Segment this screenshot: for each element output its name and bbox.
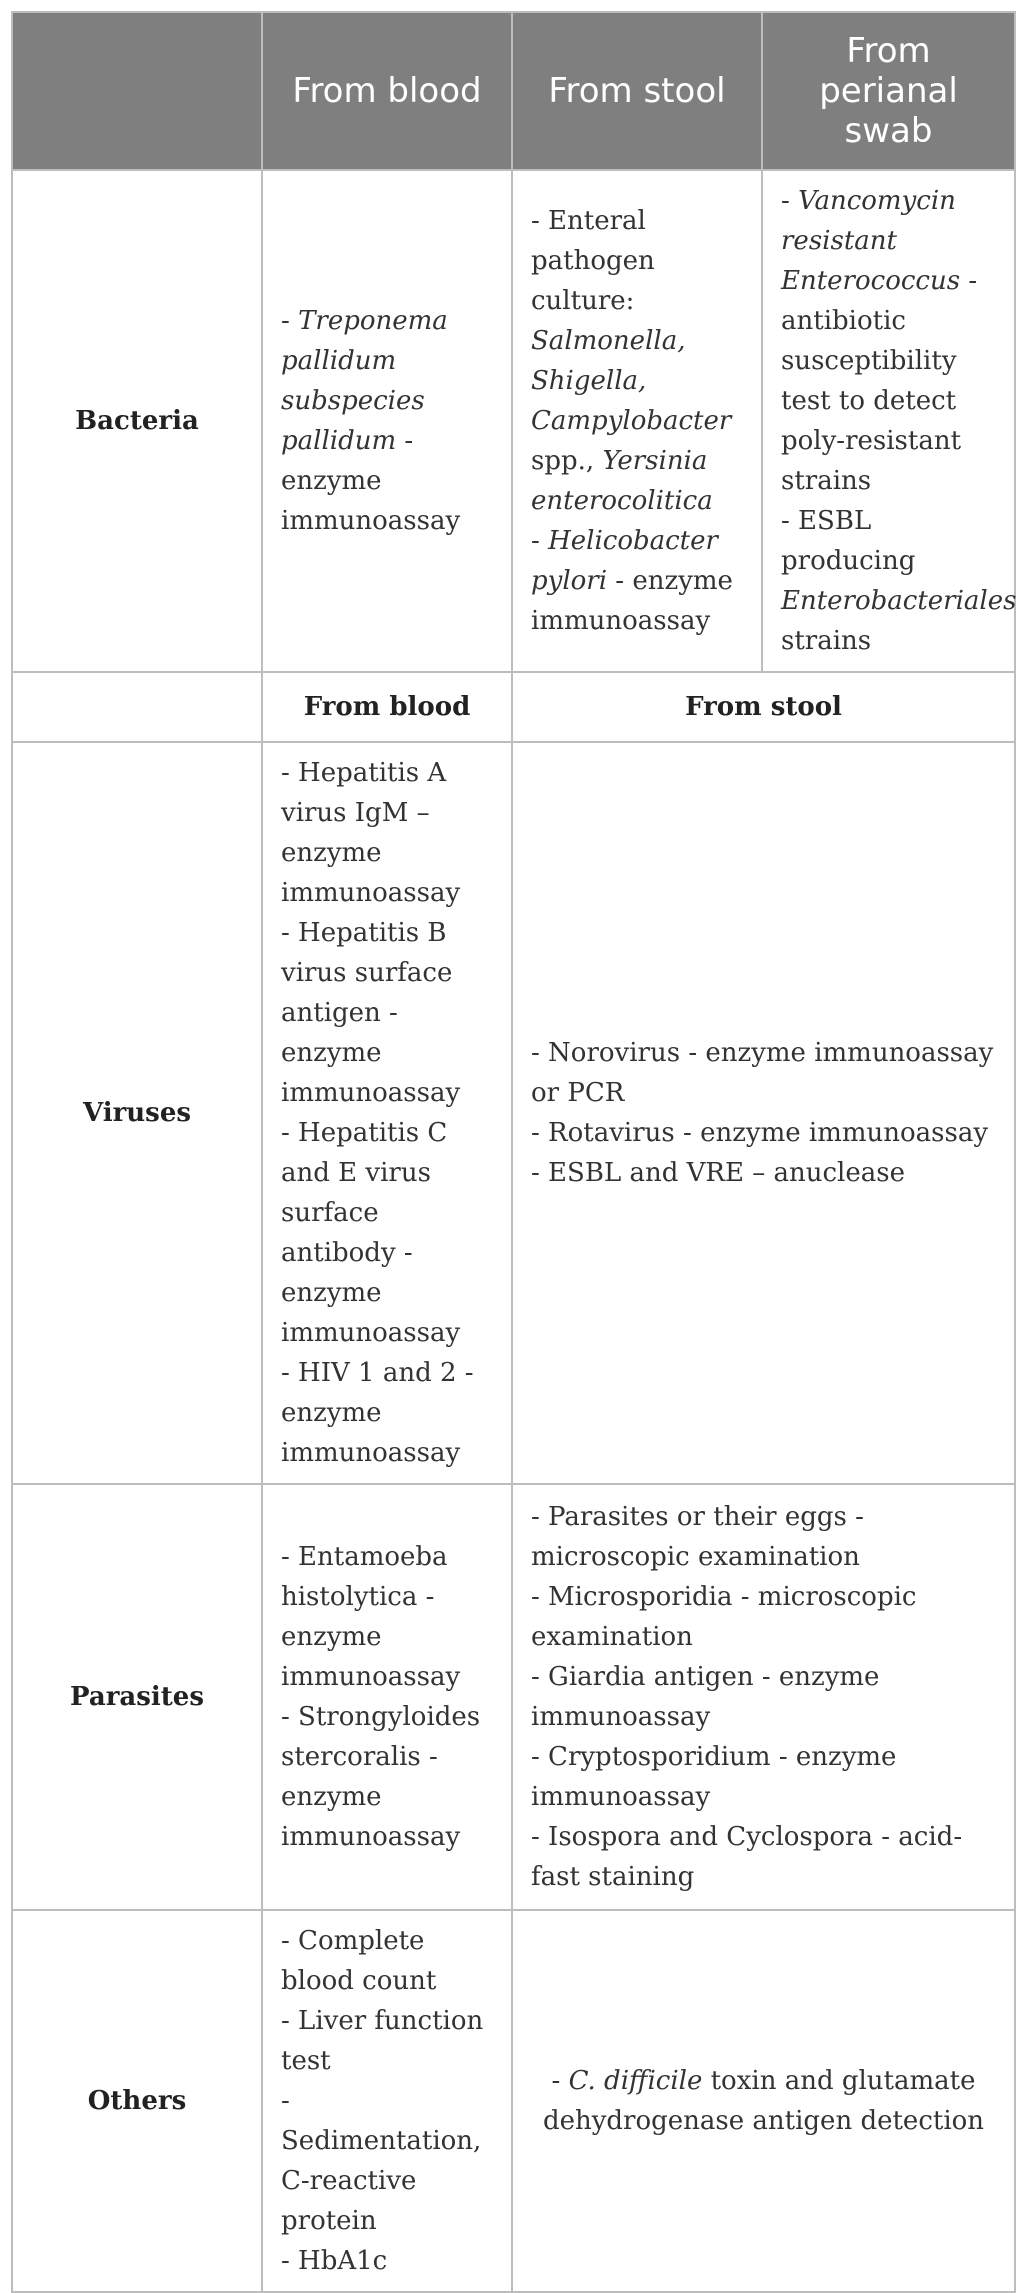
text-fragment: -	[781, 186, 799, 216]
parasites-blood-cell	[262, 1484, 512, 1910]
text-fragment: - Enteral pathogen culture:	[531, 206, 655, 316]
bacteria-swab-cell	[762, 170, 1015, 672]
italic-text: Treponema pallidum subspecies pallidum	[281, 306, 448, 456]
others-stool-cell	[512, 1910, 1015, 2292]
cell-line: - Complete blood count	[281, 1926, 437, 1996]
text-fragment: strains	[781, 626, 872, 656]
text-fragment: -	[281, 306, 299, 336]
cell-line: - HbA1c	[281, 2246, 388, 2276]
others-blood-cell	[262, 1910, 512, 2292]
cell-line: - Liver function test	[281, 2006, 484, 2076]
table-row-viruses	[12, 742, 1015, 1484]
text-fragment: - antibiotic susceptibility test to detect poly-resistant strains	[781, 266, 978, 496]
diagnostics-table	[11, 11, 1016, 2293]
table-header-row	[12, 12, 1015, 170]
viruses-blood-cell	[262, 742, 512, 1484]
cell-line: - Strongyloides stercoralis - enzyme immunoassay	[281, 1702, 481, 1852]
row-label-bacteria: Bacteria	[12, 170, 262, 672]
cell-line	[531, 2061, 996, 2141]
text-fragment: spp.,	[531, 446, 603, 476]
cell-line: - ESBL and VRE – anuclease	[531, 1158, 905, 1188]
header-empty-cell	[12, 12, 262, 170]
cell-line: - HIV 1 and 2 - enzyme immunoassay	[281, 1358, 474, 1468]
text-fragment: - ESBL producing	[781, 506, 916, 576]
cell-line	[531, 201, 743, 521]
cell-line: - Entamoeba histolytica - enzyme immunoassay	[281, 1542, 461, 1692]
text-fragment: - enzyme immunoassay	[281, 426, 461, 536]
italic-text: Vancomycin resistant Enterococcus	[781, 186, 961, 296]
text-fragment: toxin and glutamate dehydrogenase antigen detection	[542, 2066, 985, 2136]
subheader-from-stool: From stool	[512, 672, 1015, 742]
row-label-parasites: Parasites	[12, 1484, 262, 1910]
bacteria-stool-cell	[512, 170, 762, 672]
text-fragment: -	[531, 526, 549, 556]
cell-line: - Hepatitis B virus surface antigen - enzyme immunoassay	[281, 918, 461, 1108]
subheader-from-blood: From blood	[262, 672, 512, 742]
cell-line: - Isospora and Cyclospora - acid-fast staining	[531, 1822, 963, 1892]
cell-line	[781, 501, 1017, 661]
table-row-bacteria	[12, 170, 1015, 672]
text-fragment: -	[551, 2066, 569, 2096]
header-from-blood: From blood	[262, 12, 512, 170]
header-from-stool: From stool	[512, 12, 762, 170]
table-row-others	[12, 1910, 1015, 2292]
viruses-stool-cell	[512, 742, 1015, 1484]
cell-line	[531, 521, 743, 641]
row-label-viruses: Viruses	[12, 742, 262, 1484]
table-subheader-row	[12, 672, 1015, 742]
cell-line: - Sedimentation, C-reactive protein	[281, 2086, 482, 2236]
italic-text: Helicobacter pylori	[531, 526, 718, 596]
subheader-empty-cell	[12, 672, 262, 742]
table-row-parasites	[12, 1484, 1015, 1910]
cell-line: - Hepatitis C and E virus surface antibody - enzyme immunoassay	[281, 1118, 461, 1348]
cell-line: - Parasites or their eggs - microscopic examination	[531, 1502, 864, 1572]
cell-line: - Giardia antigen - enzyme immunoassay	[531, 1662, 880, 1732]
cell-line: - Norovirus - enzyme immunoassay or PCR	[531, 1038, 994, 1108]
italic-text: C. difficile	[568, 2066, 703, 2096]
parasites-stool-cell	[512, 1484, 1015, 1910]
cell-line: - Cryptosporidium - enzyme immunoassay	[531, 1742, 897, 1812]
bacteria-blood-cell	[262, 170, 512, 672]
cell-line: - Hepatitis A virus IgM – enzyme immunoassay	[281, 758, 461, 908]
italic-text: Salmonella, Shigella, Campylobacter	[531, 326, 732, 436]
cell-line	[281, 301, 493, 541]
row-label-others: Others	[12, 1910, 262, 2292]
italic-text: Yersinia enterocolitica	[531, 446, 713, 516]
cell-line: - Microsporidia - microscopic examination	[531, 1582, 917, 1652]
cell-line: - Rotavirus - enzyme immunoassay	[531, 1118, 989, 1148]
italic-text: Enterobacteriales	[781, 586, 1017, 616]
cell-line	[781, 181, 996, 501]
text-fragment: - enzyme immunoassay	[531, 566, 733, 636]
header-from-perianal-swab: From perianal swab	[762, 12, 1015, 170]
